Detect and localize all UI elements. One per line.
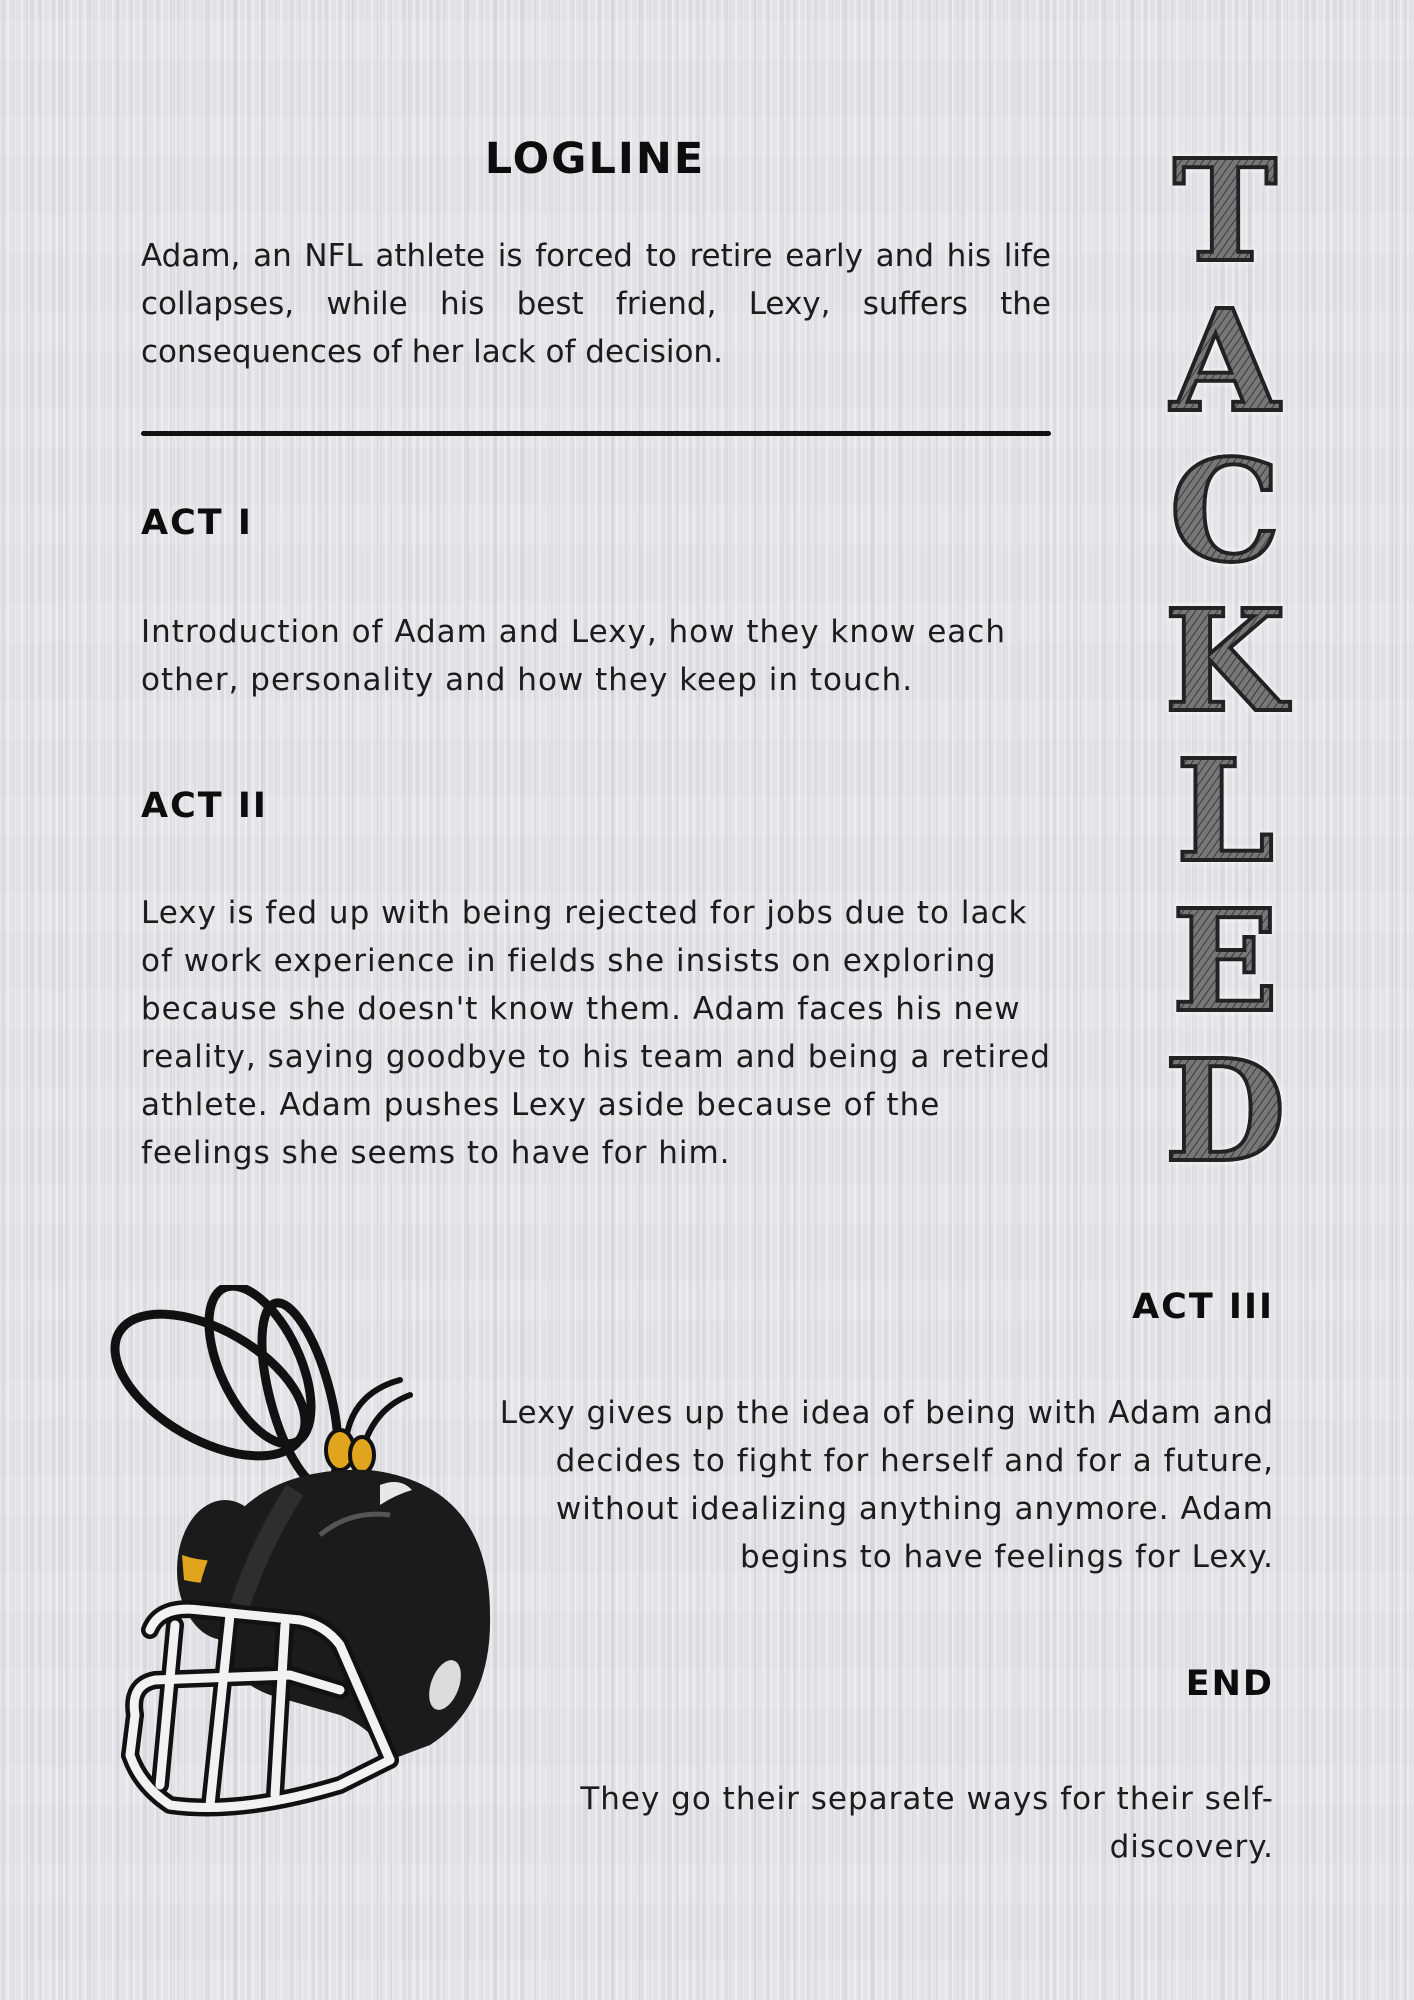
end-text: They go their separate ways for their self-discovery. [580,1781,1274,1865]
tackled-letter-c: C [1169,430,1281,594]
act2-text: Lexy is fed up with being rejected for jobs due to lack of work experience in fields she insists on exploring because she doesn't know them. Adam faces his new reality, saying goodbye to his team and being a retired athlete. Adam pushes Lexy aside because of the feelings she seems to have for him. [141,895,1051,1171]
tackled-title-art [1140,135,1310,1185]
tackled-letter-a: A [1170,280,1280,444]
act1-title: ACT I [141,503,253,543]
section-divider [141,431,1051,436]
tackled-letter-l: L [1175,730,1275,894]
bee-eyes-icon [326,1430,374,1473]
bee-football-helmet-icon [90,1285,510,1905]
act3-text: Lexy gives up the idea of being with Adam and decides to fight for herself and for a future, without idealizing anything anymore. Adam begins to have feelings for Lexy. [499,1395,1274,1575]
act3-title: ACT III [1132,1287,1274,1327]
tackled-letter-d: D [1164,1030,1286,1185]
logline-text: Adam, an NFL athlete is forced to retire early and his life collapses, while his best friend, Lexy, suffers the consequences of her lack of decision. [141,238,1051,370]
bee-wings-icon [92,1285,354,1495]
tackled-letter-e: E [1171,880,1279,1044]
logline-title: LOGLINE [484,134,706,184]
act1-text: Introduction of Adam and Lexy, how they know each other, personality and how they keep in touch. [141,614,1006,698]
tackled-letter-t: T [1172,135,1278,294]
act2-title: ACT II [141,786,268,826]
tackled-letter-k: K [1164,580,1286,744]
end-title: END [1185,1664,1274,1704]
